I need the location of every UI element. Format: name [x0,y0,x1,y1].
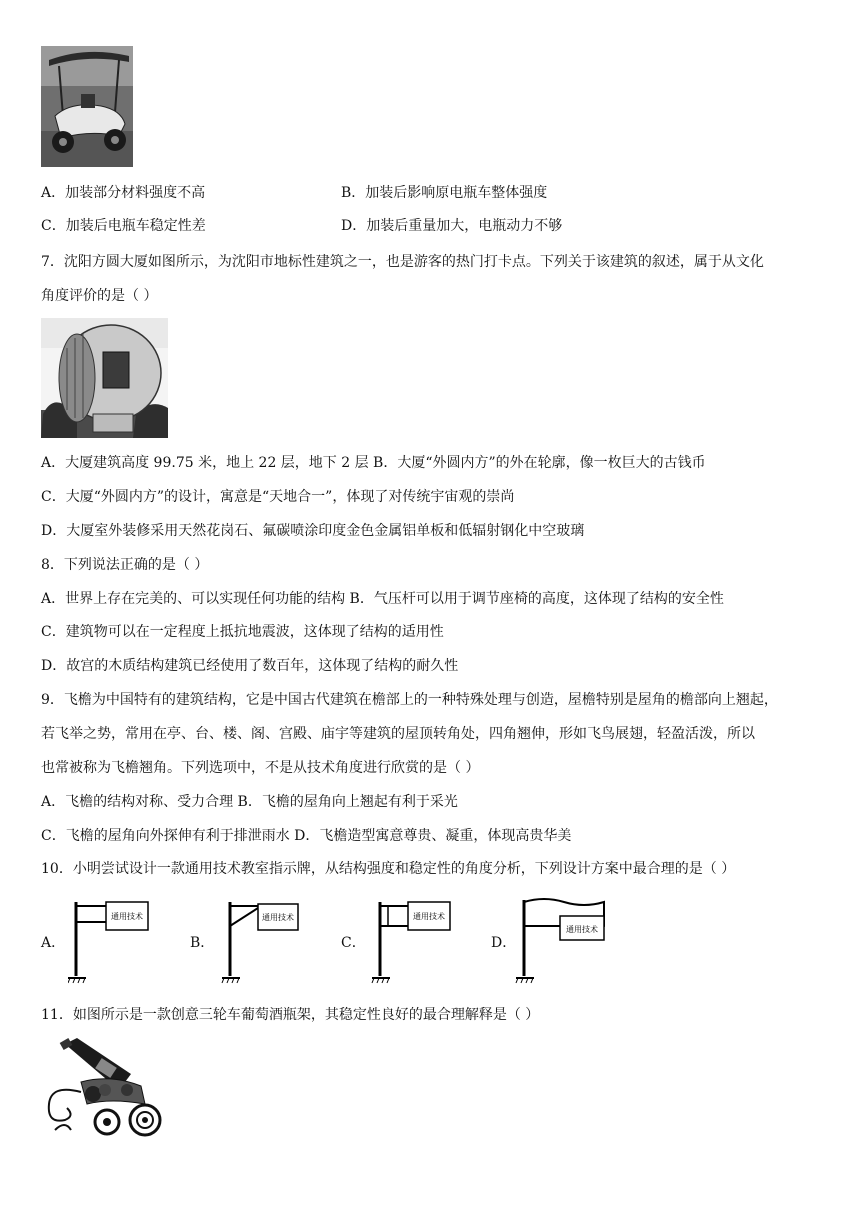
q6-option-c: C．加装后电瓶车稳定性差 [41,218,206,234]
sign-text-a: 通用技术 [111,912,143,921]
q8-option-c: C．建筑物可以在一定程度上抵抗地震波，这体现了结构的适用性 [41,624,444,640]
q9-option-ab: A．飞檐的结构对称、受力合理 B．飞檐的屋角向上翘起有利于采光 [41,794,458,810]
q7-stem-line1: 7．沈阳方圆大厦如图所示，为沈阳市地标性建筑之一，也是游客的热门打卡点。下列关于该建筑的叙述，属于从文化 [41,254,764,270]
q9-option-cd: C．飞檐的屋角向外探伸有利于排泄雨水 D．飞檐造型寓意尊贵、凝重，体现高贵华美 [41,828,572,844]
scooter-photo [41,46,133,167]
sign-design-d [514,892,614,984]
q9-stem-line2: 若飞举之势，常用在亭、台、楼、阁、宫殿、庙宇等建筑的屋顶转角处，四角翘伸，形如飞鸟展翅，轻盈活泼，所以 [41,726,755,742]
building-photo [41,318,168,438]
q10-stem: 10．小明尝试设计一款通用技术教室指示牌，从结构强度和稳定性的角度分析，下列设计方案中最合理的是（ ） [41,861,736,877]
q6-option-a: A．加装部分材料强度不高 [41,185,206,201]
q9-stem-line1: 9．飞檐为中国特有的建筑结构，它是中国古代建筑在檐部上的一种特殊处理与创造，屋檐特别是屋角的檐部向上翘起， [41,692,778,708]
wine-rack-photo [41,1034,163,1138]
sign-design-c [370,896,460,984]
sign-design-a [68,896,158,984]
q8-option-ab: A．世界上存在完美的、可以实现任何功能的结构 B．气压杆可以用于调节座椅的高度，这体现了结构的安全性 [41,591,724,607]
q10-label-a: A． [41,935,66,951]
q7-option-ab: A．大厦建筑高度 99.75 米，地上 22 层，地下 2 层 B．大厦“外圆内方”的外在轮廓，像一枚巨大的古钱币 [41,455,706,471]
sign-design-b [220,896,310,984]
q10-label-b: B． [190,935,215,951]
q9-stem-line3: 也常被称为飞檐翘角。下列选项中，不是从技术角度进行欣赏的是（ ） [41,760,480,776]
q8-stem: 8．下列说法正确的是（ ） [41,557,209,573]
q7-option-c: C．大厦“外圆内方”的设计，寓意是“天地合一”，体现了对传统宇宙观的崇尚 [41,489,515,505]
q11-stem: 11．如图所示是一款创意三轮车葡萄酒瓶架，其稳定性良好的最合理解释是（ ） [41,1007,540,1023]
q10-label-d: D． [491,935,517,951]
sign-text-c: 通用技术 [413,912,445,921]
sign-text-b: 通用技术 [262,913,294,922]
sign-text-d: 通用技术 [566,925,598,934]
q6-option-d: D．加装后重量加大，电瓶动力不够 [341,218,563,234]
q7-option-d: D．大厦室外装修采用天然花岗石、氟碳喷涂印度金色金属铝单板和低辐射钢化中空玻璃 [41,523,585,539]
q7-stem-line2: 角度评价的是（ ） [41,288,158,304]
q8-option-d: D．故宫的木质结构建筑已经使用了数百年，这体现了结构的耐久性 [41,658,459,674]
q10-label-c: C． [341,935,366,951]
q6-option-b: B．加装后影响原电瓶车整体强度 [341,185,548,201]
